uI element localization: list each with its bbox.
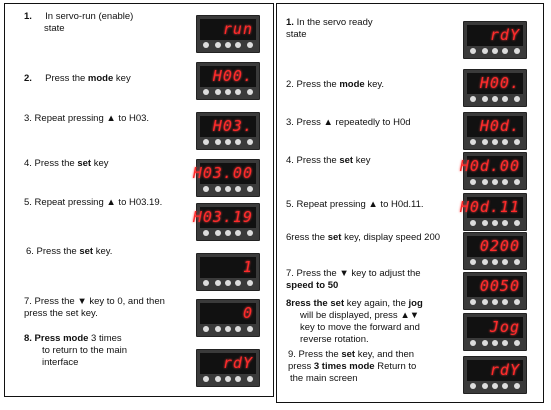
right-step-1 bbox=[286, 17, 373, 41]
step-bold: mode bbox=[339, 79, 365, 90]
keypad-button-icon bbox=[470, 139, 476, 145]
step-text-post-2: Return to bbox=[374, 361, 417, 372]
step-text: 5. Repeat pressing ▲ to H0d.11. bbox=[286, 199, 424, 210]
keypad-button-icon bbox=[235, 139, 241, 145]
right-step-4 bbox=[286, 155, 371, 167]
step-text: 3. Repeat pressing ▲ to H03. bbox=[24, 113, 150, 124]
left-step-7 bbox=[24, 296, 165, 320]
keypad-button-icon bbox=[482, 259, 488, 265]
keypad-button-icon bbox=[203, 280, 209, 286]
keypad-button-icon bbox=[502, 48, 508, 54]
left-step-4 bbox=[24, 158, 109, 170]
keypad-buttons bbox=[197, 325, 259, 333]
keypad-button-icon bbox=[247, 376, 253, 382]
keypad-button-icon bbox=[514, 299, 520, 305]
step-text: 8ress the bbox=[286, 298, 331, 309]
left-step-5 bbox=[24, 197, 162, 209]
display-readout: H00. bbox=[212, 67, 253, 85]
servo-display bbox=[463, 356, 527, 394]
keypad-button-icon bbox=[492, 340, 498, 346]
step-text: 6. Press the bbox=[26, 246, 80, 257]
keypad-button-icon bbox=[502, 340, 508, 346]
servo-display bbox=[192, 203, 260, 241]
step-text-2: state bbox=[286, 29, 307, 40]
keypad-button-icon bbox=[502, 383, 508, 389]
step-text: 3. Press ▲ repeatedly to H0d bbox=[286, 117, 411, 128]
keypad-button-icon bbox=[203, 139, 209, 145]
keypad-button-icon bbox=[492, 139, 498, 145]
keypad-button-icon bbox=[514, 48, 520, 54]
keypad-button-icon bbox=[215, 139, 221, 145]
keypad-button-icon bbox=[514, 383, 520, 389]
keypad-button-icon bbox=[514, 340, 520, 346]
keypad-buttons bbox=[197, 375, 259, 383]
keypad-buttons bbox=[464, 339, 526, 347]
keypad-button-icon bbox=[514, 220, 520, 226]
keypad-button-icon bbox=[235, 230, 241, 236]
right-step-7 bbox=[286, 268, 421, 292]
keypad-button-icon bbox=[247, 186, 253, 192]
display-readout: H0d.00 bbox=[459, 157, 520, 175]
keypad-buttons bbox=[464, 138, 526, 146]
keypad-button-icon bbox=[470, 383, 476, 389]
step-bold: set bbox=[339, 155, 354, 166]
left-step-3 bbox=[24, 113, 149, 125]
servo-display bbox=[463, 112, 527, 150]
keypad-buttons bbox=[197, 138, 259, 146]
keypad-button-icon bbox=[247, 42, 253, 48]
servo-display bbox=[459, 193, 527, 231]
step-text-2: state bbox=[44, 23, 65, 34]
step-text: 4. Press the bbox=[286, 155, 340, 166]
display-readout: 0050 bbox=[479, 277, 520, 295]
display-readout: rdY bbox=[489, 26, 520, 44]
right-step-9 bbox=[288, 349, 416, 385]
step-number: 1. bbox=[286, 17, 294, 28]
keypad-buttons bbox=[464, 382, 526, 390]
step-bold: set bbox=[77, 158, 92, 169]
servo-display bbox=[196, 349, 260, 387]
left-step-1 bbox=[24, 11, 133, 35]
keypad-buttons bbox=[464, 47, 526, 55]
right-step-2 bbox=[286, 79, 384, 91]
step-text: In servo-run (enable) bbox=[45, 11, 134, 22]
keypad-buttons bbox=[464, 219, 526, 227]
keypad-button-icon bbox=[225, 326, 231, 332]
keypad-button-icon bbox=[235, 280, 241, 286]
step-bold-2: 3 times mode bbox=[313, 361, 375, 372]
step-text: 4. Press the bbox=[24, 158, 78, 169]
keypad-button-icon bbox=[482, 299, 488, 305]
step-text-2: speed to 50 bbox=[286, 280, 339, 291]
keypad-button-icon bbox=[492, 96, 498, 102]
right-step-3 bbox=[286, 117, 411, 129]
keypad-button-icon bbox=[492, 48, 498, 54]
keypad-buttons bbox=[464, 298, 526, 306]
display-readout: H0d. bbox=[479, 117, 520, 135]
keypad-button-icon bbox=[247, 230, 253, 236]
step-text-post: key bbox=[353, 155, 371, 166]
step-text-post: key, display speed 200 bbox=[341, 232, 441, 243]
display-readout: rdY bbox=[222, 354, 253, 372]
keypad-button-icon bbox=[492, 179, 498, 185]
keypad-button-icon bbox=[502, 259, 508, 265]
keypad-button-icon bbox=[247, 89, 253, 95]
step-text: 6ress the bbox=[286, 232, 328, 243]
step-text-3: key to move the forward and bbox=[300, 322, 420, 333]
keypad-button-icon bbox=[215, 89, 221, 95]
display-readout: 1 bbox=[242, 258, 253, 276]
servo-display bbox=[196, 299, 260, 337]
keypad-button-icon bbox=[514, 179, 520, 185]
step-text-3: interface bbox=[42, 357, 79, 368]
display-readout: rdY bbox=[489, 361, 520, 379]
keypad-buttons bbox=[464, 95, 526, 103]
step-text-post: key, and then bbox=[355, 349, 415, 360]
keypad-button-icon bbox=[225, 280, 231, 286]
keypad-button-icon bbox=[203, 186, 209, 192]
keypad-buttons bbox=[464, 178, 526, 186]
servo-display bbox=[459, 152, 527, 190]
keypad-button-icon bbox=[502, 96, 508, 102]
keypad-button-icon bbox=[502, 139, 508, 145]
keypad-button-icon bbox=[247, 326, 253, 332]
servo-display bbox=[196, 112, 260, 150]
step-text-2: will be displayed, press ▲▼ bbox=[300, 310, 420, 321]
display-readout: H0d.11 bbox=[459, 198, 520, 216]
keypad-button-icon bbox=[225, 89, 231, 95]
step-number: 1. bbox=[24, 11, 32, 22]
servo-display bbox=[463, 272, 527, 310]
keypad-button-icon bbox=[247, 139, 253, 145]
step-text-post: key bbox=[113, 73, 131, 84]
left-step-2 bbox=[24, 73, 131, 85]
step-bold: set bbox=[330, 298, 345, 309]
keypad-button-icon bbox=[215, 186, 221, 192]
keypad-button-icon bbox=[225, 186, 231, 192]
step-text: In the servo ready bbox=[296, 17, 373, 28]
keypad-button-icon bbox=[492, 383, 498, 389]
keypad-button-icon bbox=[203, 230, 209, 236]
keypad-button-icon bbox=[502, 299, 508, 305]
servo-display bbox=[196, 15, 260, 53]
step-text-post: 3 times bbox=[88, 333, 122, 344]
keypad-button-icon bbox=[470, 179, 476, 185]
step-number: 2. bbox=[24, 73, 32, 84]
right-step-5 bbox=[286, 199, 424, 211]
keypad-buttons bbox=[197, 41, 259, 49]
step-bold: set bbox=[79, 246, 94, 257]
keypad-button-icon bbox=[470, 259, 476, 265]
step-text-3: the main screen bbox=[290, 373, 358, 384]
servo-display bbox=[196, 253, 260, 291]
left-step-8 bbox=[24, 333, 127, 369]
servo-display bbox=[463, 313, 527, 351]
keypad-button-icon bbox=[482, 340, 488, 346]
display-readout: H03.19 bbox=[192, 208, 253, 226]
keypad-button-icon bbox=[470, 299, 476, 305]
keypad-button-icon bbox=[514, 139, 520, 145]
keypad-button-icon bbox=[203, 326, 209, 332]
keypad-button-icon bbox=[215, 376, 221, 382]
keypad-button-icon bbox=[225, 376, 231, 382]
keypad-button-icon bbox=[235, 326, 241, 332]
left-step-6 bbox=[26, 246, 112, 258]
step-bold: 8. Press mode bbox=[24, 333, 89, 344]
keypad-button-icon bbox=[492, 299, 498, 305]
keypad-buttons bbox=[197, 279, 259, 287]
step-text: 5. Repeat pressing ▲ to H03.19. bbox=[24, 197, 163, 208]
step-text: 2. Press the bbox=[286, 79, 340, 90]
keypad-button-icon bbox=[225, 42, 231, 48]
right-step-6 bbox=[286, 232, 440, 244]
keypad-button-icon bbox=[215, 326, 221, 332]
step-text-2: to return to the main bbox=[42, 345, 128, 356]
step-text-post: key. bbox=[93, 246, 113, 257]
step-text: Press the bbox=[45, 73, 88, 84]
keypad-button-icon bbox=[482, 96, 488, 102]
servo-display bbox=[463, 21, 527, 59]
keypad-button-icon bbox=[470, 220, 476, 226]
keypad-button-icon bbox=[502, 179, 508, 185]
step-text-2: press the set key. bbox=[24, 308, 98, 319]
keypad-button-icon bbox=[235, 186, 241, 192]
step-bold-2: jog bbox=[408, 298, 423, 309]
keypad-button-icon bbox=[225, 139, 231, 145]
keypad-button-icon bbox=[514, 96, 520, 102]
keypad-button-icon bbox=[203, 42, 209, 48]
servo-display bbox=[192, 159, 260, 197]
keypad-button-icon bbox=[470, 48, 476, 54]
display-readout: Jog bbox=[489, 318, 520, 336]
step-bold: set bbox=[341, 349, 356, 360]
keypad-button-icon bbox=[514, 259, 520, 265]
keypad-button-icon bbox=[225, 230, 231, 236]
display-readout: 0 bbox=[242, 304, 253, 322]
keypad-button-icon bbox=[235, 89, 241, 95]
keypad-buttons bbox=[197, 185, 259, 193]
step-text-post: key. bbox=[364, 79, 385, 90]
keypad-button-icon bbox=[470, 96, 476, 102]
keypad-buttons bbox=[197, 88, 259, 96]
keypad-button-icon bbox=[492, 220, 498, 226]
step-text: 7. Press the ▼ key to 0, and then bbox=[24, 296, 165, 307]
keypad-button-icon bbox=[235, 376, 241, 382]
step-text-post: key again, the bbox=[344, 298, 409, 309]
display-readout: H03.00 bbox=[192, 164, 253, 182]
keypad-button-icon bbox=[482, 220, 488, 226]
step-text-2: press bbox=[288, 361, 314, 372]
display-readout: 0200 bbox=[479, 237, 520, 255]
keypad-button-icon bbox=[215, 42, 221, 48]
step-text-post: key bbox=[91, 158, 109, 169]
servo-display bbox=[196, 62, 260, 100]
keypad-button-icon bbox=[203, 376, 209, 382]
step-text: 7. Press the ▼ key to adjust the bbox=[286, 268, 421, 279]
keypad-button-icon bbox=[482, 139, 488, 145]
keypad-buttons bbox=[197, 229, 259, 237]
keypad-button-icon bbox=[492, 259, 498, 265]
step-text-4: reverse rotation. bbox=[300, 334, 369, 345]
keypad-button-icon bbox=[482, 383, 488, 389]
display-readout: H00. bbox=[479, 74, 520, 92]
servo-display bbox=[463, 232, 527, 270]
keypad-button-icon bbox=[502, 220, 508, 226]
display-readout: run bbox=[222, 20, 253, 38]
keypad-button-icon bbox=[215, 230, 221, 236]
keypad-button-icon bbox=[235, 42, 241, 48]
display-readout: H03. bbox=[212, 117, 253, 135]
keypad-button-icon bbox=[482, 179, 488, 185]
keypad-button-icon bbox=[470, 340, 476, 346]
keypad-button-icon bbox=[247, 280, 253, 286]
keypad-button-icon bbox=[215, 280, 221, 286]
step-bold: mode bbox=[87, 73, 114, 84]
step-bold: set bbox=[327, 232, 342, 243]
right-step-8 bbox=[286, 298, 423, 346]
keypad-button-icon bbox=[482, 48, 488, 54]
step-text: 9. Press the bbox=[288, 349, 342, 360]
keypad-button-icon bbox=[203, 89, 209, 95]
keypad-buttons bbox=[464, 258, 526, 266]
servo-display bbox=[463, 69, 527, 107]
